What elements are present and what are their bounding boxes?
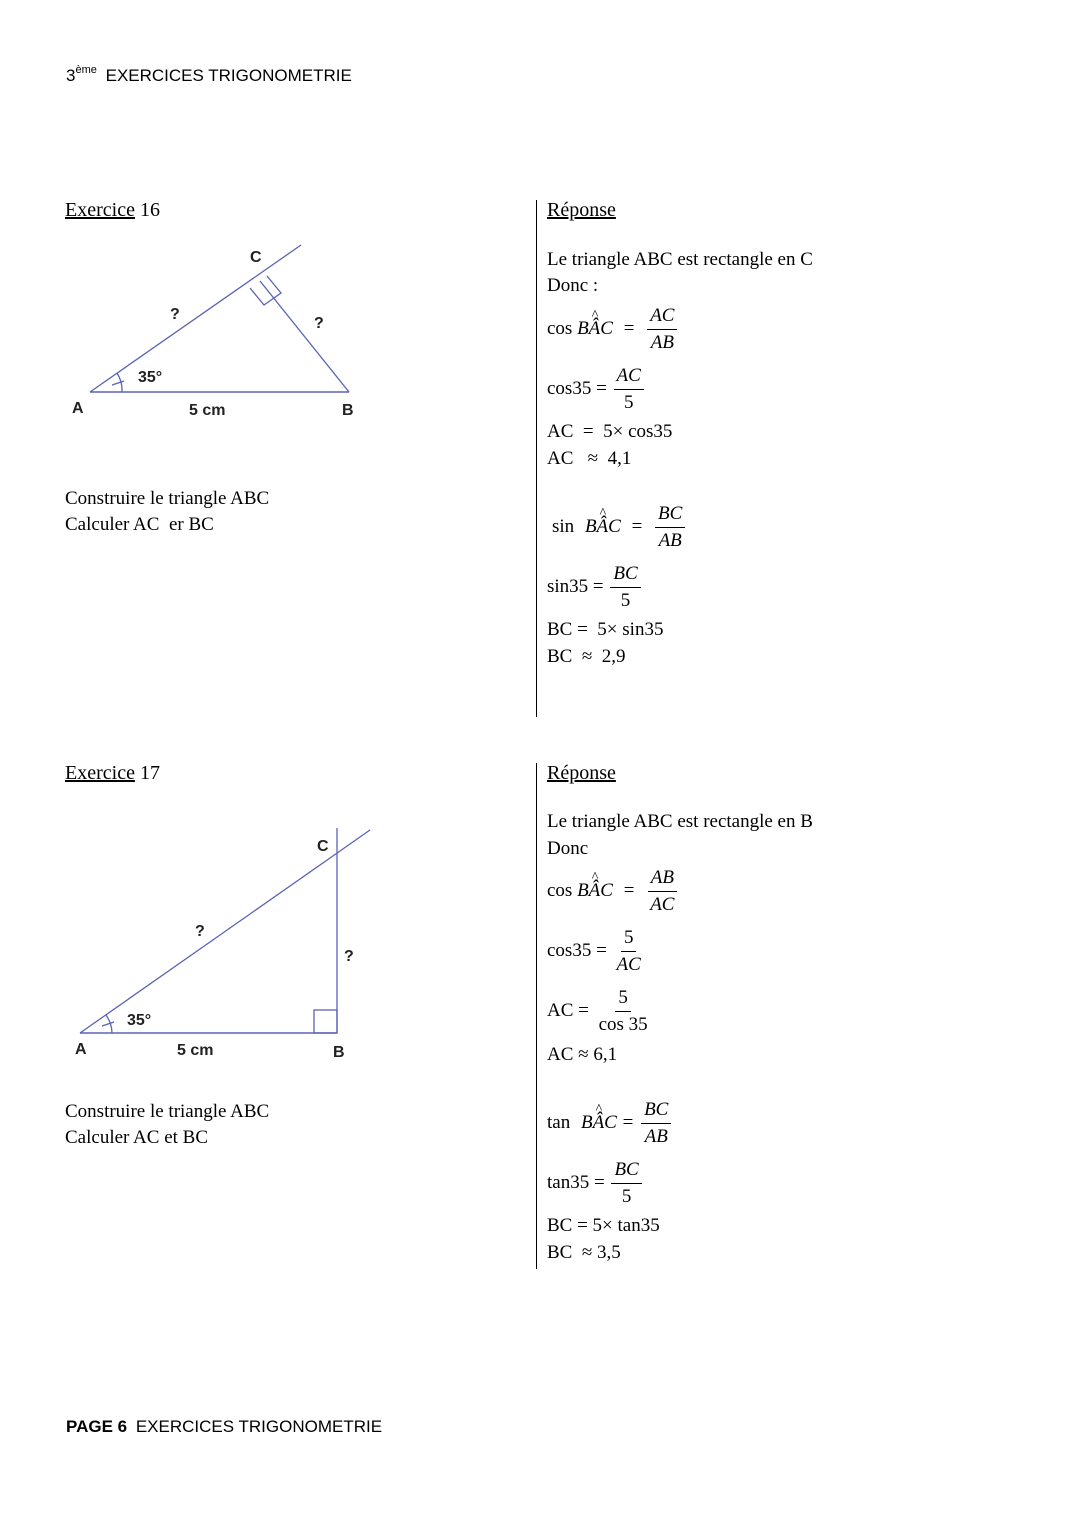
- exercise-16-number: 16: [139, 199, 160, 221]
- cos35-label: cos35 =: [547, 939, 607, 961]
- angle-bac: ^ BÂC: [577, 318, 613, 340]
- answer-16-title: Réponse: [547, 199, 616, 221]
- angle-bac: ^ BÂC: [581, 1112, 617, 1134]
- answer-16-line3: AC = 5× cos35: [547, 421, 673, 442]
- sin35-label: sin35 =: [547, 575, 604, 597]
- fraction-denominator: 5: [620, 590, 631, 611]
- header-level-sup: ème: [75, 64, 97, 76]
- vertex-c-label: C: [250, 249, 262, 266]
- answer-17-formula-cos: [547, 866, 679, 917]
- cos35-label: cos35 =: [547, 377, 607, 399]
- exercise-17-tasks: [65, 1099, 269, 1151]
- unknown-bc-label: ?: [344, 948, 354, 965]
- header-level: 3: [66, 66, 76, 85]
- answer-16-formula-sin35: [547, 562, 643, 613]
- answer-16-line4: AC ≈ 4,1: [547, 448, 632, 469]
- fraction-numerator: BC: [655, 502, 685, 528]
- answer-17-line3: AC ≈ 6,1: [547, 1044, 618, 1065]
- answer-17-formula-tan: [547, 1098, 673, 1149]
- exercise-17-title: [65, 762, 160, 785]
- tan35-label: tan35 =: [547, 1171, 605, 1193]
- angle-bac: ^ BÂC: [577, 880, 613, 902]
- exercise-16-word: Exercice: [65, 199, 135, 221]
- equals-sign: =: [622, 1111, 634, 1133]
- answer-17-title: Réponse: [547, 762, 616, 784]
- tan-label: tan: [547, 1111, 571, 1133]
- task-construct: Construire le triangle ABC: [65, 1101, 270, 1122]
- answer-16-line2: Donc :: [547, 275, 599, 296]
- page-footer: [66, 1417, 382, 1437]
- task-construct: Construire le triangle ABC: [65, 488, 270, 509]
- exercise-17-word: Exercice: [65, 762, 135, 784]
- fraction-denominator: AC: [616, 954, 641, 975]
- fraction-denominator: AB: [650, 332, 674, 353]
- fraction-numerator: AC: [647, 304, 677, 330]
- footer-page-number: PAGE 6: [66, 1417, 128, 1436]
- vertex-a-label: A: [75, 1041, 87, 1058]
- angle-tick: [102, 1022, 114, 1026]
- answer-17-line2: Donc: [547, 838, 589, 859]
- task-calculate: Calculer AC er BC: [65, 514, 214, 535]
- answer-divider-16: [536, 200, 537, 717]
- header-title: EXERCICES TRIGONOMETRIE: [105, 66, 352, 85]
- side-ac: [90, 245, 301, 392]
- fraction-denominator: 5: [623, 392, 634, 413]
- right-angle-mark: [314, 1010, 337, 1033]
- answer-16-formula-sin: [552, 502, 687, 553]
- exercise-16-tasks: [65, 486, 269, 538]
- angle-bac: ^ BÂC: [585, 516, 621, 538]
- base-length-label: 5 cm: [177, 1042, 214, 1059]
- footer-title: EXERCICES TRIGONOMETRIE: [135, 1417, 383, 1436]
- vertex-a-label: A: [72, 400, 84, 417]
- exercise-16-title: [65, 199, 160, 222]
- angle-label: 35°: [127, 1012, 152, 1029]
- answer-17-line5: BC ≈ 3,5: [547, 1242, 621, 1263]
- fraction-denominator: AB: [658, 530, 682, 551]
- page-header: [66, 64, 352, 86]
- answer-17-formula-ac: [547, 986, 653, 1037]
- fraction-numerator: AC: [614, 364, 644, 390]
- exercise-17-number: 17: [139, 762, 160, 784]
- answer-17-line1: Le triangle ABC est rectangle en B: [547, 811, 813, 832]
- cos-label: cos: [547, 317, 573, 339]
- fraction-numerator: AB: [648, 866, 677, 892]
- exercise-16-figure: [60, 235, 380, 435]
- answer-divider-17: [536, 763, 537, 1269]
- fraction-denominator: AB: [644, 1126, 668, 1147]
- vertex-b-label: B: [342, 402, 354, 419]
- answer-17-formula-tan35: [547, 1158, 644, 1209]
- sin-label: sin: [552, 515, 575, 537]
- equals-sign: =: [623, 317, 635, 339]
- answer-17-line4: BC = 5× tan35: [547, 1215, 660, 1236]
- fraction-denominator: 5: [621, 1186, 632, 1207]
- answer-16-formula-cos: [547, 304, 679, 355]
- side-ac: [80, 830, 370, 1033]
- fraction-numerator: BC: [610, 562, 640, 588]
- equals-sign: =: [623, 879, 635, 901]
- task-calculate: Calculer AC et BC: [65, 1127, 209, 1148]
- fraction-numerator: BC: [641, 1098, 671, 1124]
- unknown-ac-label: ?: [195, 923, 205, 940]
- answer-16-line1: Le triangle ABC est rectangle en C: [547, 249, 813, 270]
- vertex-b-label: B: [333, 1044, 345, 1061]
- vertex-c-label: C: [317, 838, 329, 855]
- equals-sign: =: [631, 515, 643, 537]
- cos-label: cos: [547, 879, 573, 901]
- exercise-17-figure: [60, 820, 390, 1070]
- fraction-numerator: BC: [611, 1158, 641, 1184]
- fraction-denominator: cos 35: [598, 1014, 648, 1035]
- unknown-bc-label: ?: [314, 315, 324, 332]
- fraction-numerator: 5: [621, 926, 637, 952]
- fraction-denominator: AC: [650, 894, 675, 915]
- answer-16-line6: BC ≈ 2,9: [547, 646, 626, 667]
- base-length-label: 5 cm: [189, 402, 226, 419]
- unknown-ac-label: ?: [170, 306, 180, 323]
- answer-16-formula-cos35: [547, 364, 646, 415]
- fraction-numerator: 5: [615, 986, 631, 1012]
- angle-label: 35°: [138, 369, 163, 386]
- answer-16-line5: BC = 5× sin35: [547, 619, 664, 640]
- answer-17-formula-cos35: [547, 926, 646, 977]
- ac-label: AC =: [547, 999, 589, 1021]
